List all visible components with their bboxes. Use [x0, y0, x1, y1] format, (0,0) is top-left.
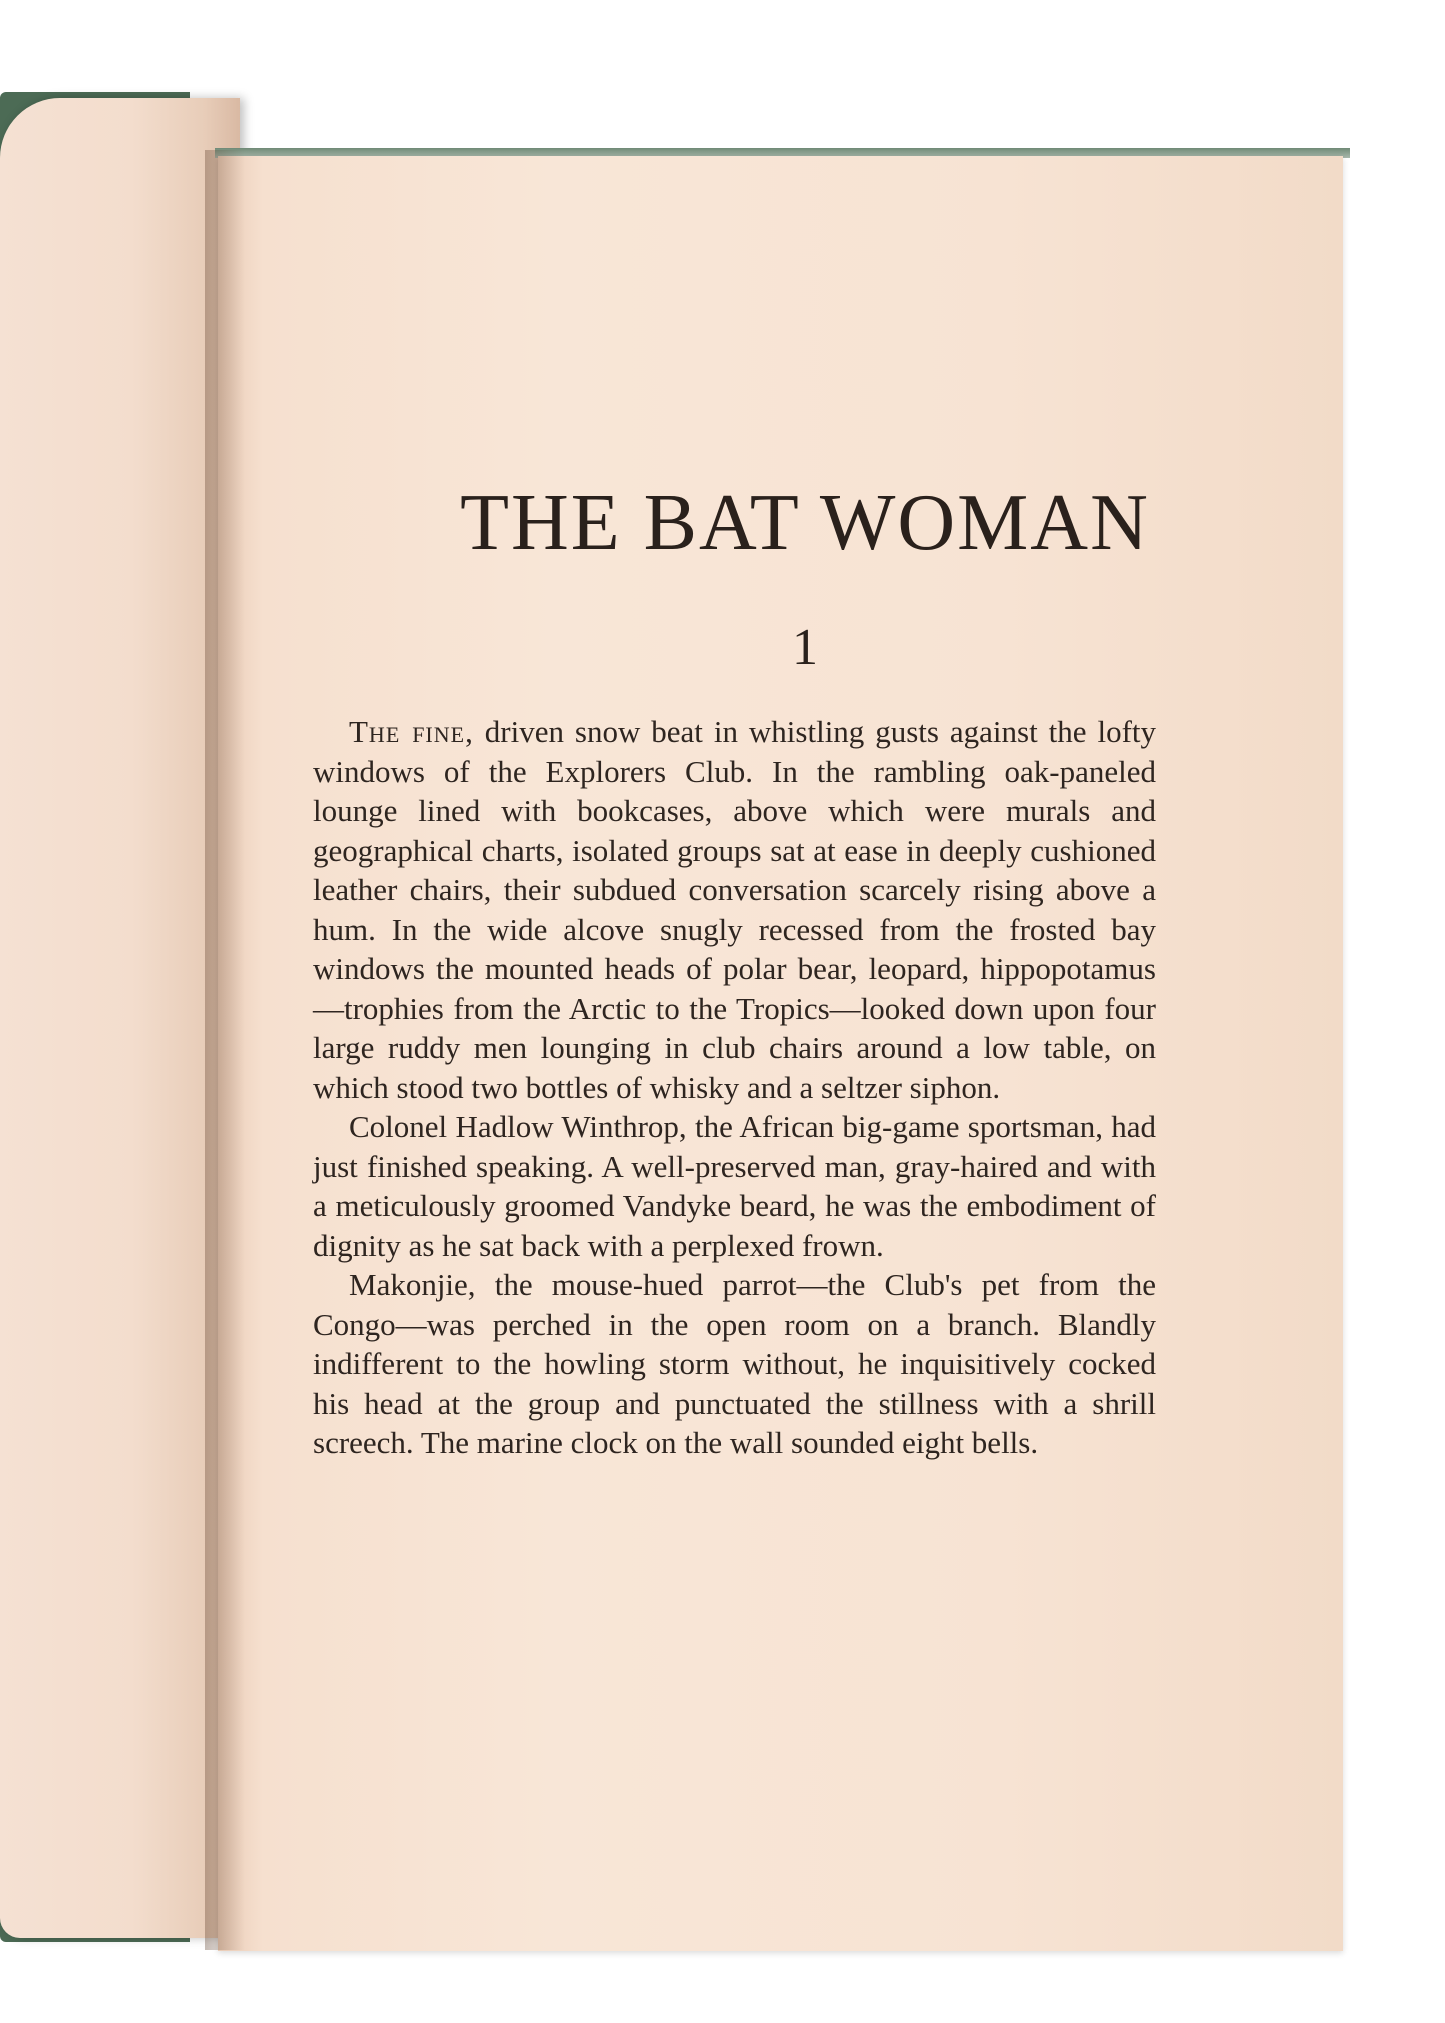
paragraph-2: Colonel Hadlow Winthrop, the African big-game sportsman, had just finished speaking. A well-preserved man, gray-haired and with a meticulously groomed Vandyke beard, he was the embodiment of dignity as he sat back with a perplexed frown.: [313, 1109, 1156, 1263]
paragraph-1: [313, 712, 1156, 1107]
paragraph-1-text: driven snow beat in whistling gusts against the lofty windows of the Explorers Club. In the rambling oak-paneled lounge lined with bookcases, above which were murals and geographical charts, isolated groups sat at ease in deeply cushioned leather chairs, their subdued conversation scarcely rising above a hum. In the wide alcove snugly recessed from the frosted bay windows the mounted heads of polar bear, leopard, hippopotamus—trophies from the Arctic to the Tropics—looked down upon four large ruddy men lounging in club chairs around a low table, on which stood two bottles of whisky and a seltzer siphon.: [313, 714, 1157, 1105]
opening-smallcaps: The fine,: [349, 714, 474, 749]
left-page: [0, 98, 240, 1938]
chapter-number: 1: [792, 619, 818, 676]
paragraph-3: Makonjie, the mouse-hued parrot—the Club's pet from the Congo—was perched in the open room on a branch. Blandly indifferent to the howling storm without, he inquisitively cocked his head at the group and punctuated the stillness with a shrill screech. The marine clock on the wall sounded eight bells.: [313, 1267, 1156, 1460]
book-title: THE BAT WOMAN: [460, 479, 1150, 567]
body-text: [313, 712, 1156, 1463]
page-gutter-shadow: [205, 150, 245, 1950]
